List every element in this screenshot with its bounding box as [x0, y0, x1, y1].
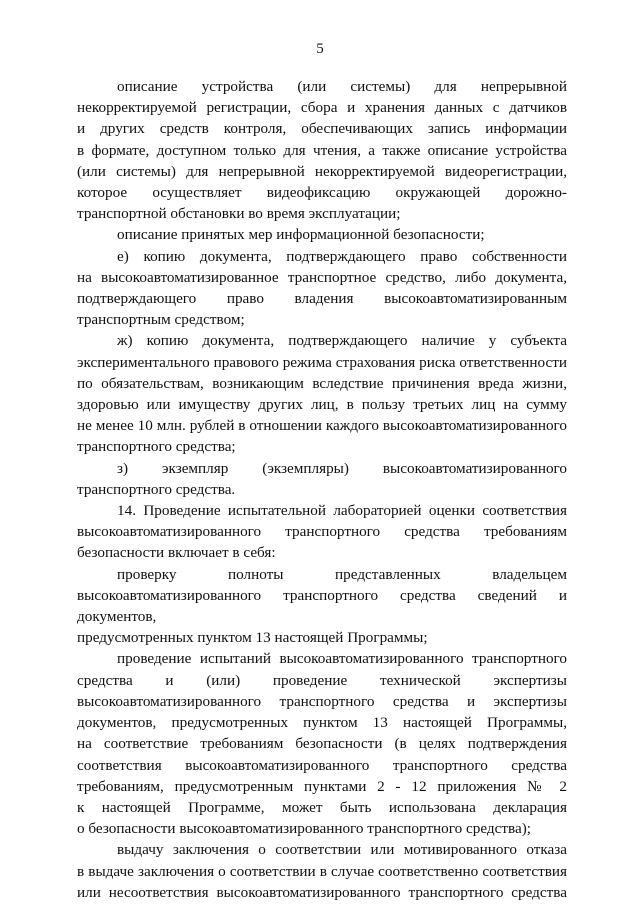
text-line: транспортным средством; [77, 311, 245, 329]
text-line: высокоавтоматизированного транспортного средства сведений и документов, [77, 586, 567, 626]
text-line: не менее 10 млн. рублей в отношении каждого высокоавтоматизированного [77, 417, 567, 435]
text-line: в выдаче заключения о соответствии в случае соответственно соответствия [77, 862, 567, 880]
text-line: некорректируемой регистрации, сбора и хранения данных с датчиков [77, 99, 567, 117]
text-line: в формате, доступном только для чтения, а также описание устройства [77, 141, 567, 159]
text-line: средства и (или) проведение технической экспертизы [77, 671, 567, 689]
text-line: проведение испытаний высокоавтоматизированного транспортного [117, 650, 567, 668]
text-line: документов, предусмотренных пунктом 13 настоящей Программы, [77, 714, 567, 732]
text-line: экспериментального правового режима страхования риска ответственности [77, 353, 567, 371]
text-line: требованиям, предусмотренным пунктами 2 - 12 приложения № 2 [77, 777, 567, 795]
text-line: о безопасности высокоавтоматизированного транспортного средства); [77, 820, 531, 838]
text-line: предусмотренных пунктом 13 настоящей Программы; [77, 629, 428, 647]
paragraph [77, 76, 567, 224]
text-line: з) экземпляр (экземпляры) высокоавтоматизированного [117, 459, 567, 477]
text-line: которое осуществляет видеофиксацию окружающей дорожно- [77, 184, 567, 202]
text-line: 14. Проведение испытательной лабораторией оценки соответствия [117, 502, 567, 520]
text-line: транспортной обстановки во время эксплуатации; [77, 205, 401, 223]
text-line: безопасности включает в себя: [77, 544, 276, 562]
text-line: описание устройства (или системы) для непрерывной [117, 78, 567, 95]
paragraph [77, 330, 567, 457]
text-line: соответствия высокоавтоматизированного транспортного средства [77, 756, 567, 774]
paragraph [77, 500, 567, 564]
page-number: 5 [316, 41, 324, 57]
text-line: транспортного средства; [77, 438, 236, 456]
document-body [77, 76, 567, 903]
paragraph [77, 648, 567, 839]
paragraph [77, 458, 567, 500]
text-line: описание принятых мер информационной безопасности; [117, 226, 485, 244]
text-line: ж) копию документа, подтверждающего наличие у субъекта [117, 332, 567, 350]
text-line: по обязательствам, возникающим вследствие причинения вреда жизни, [77, 374, 567, 392]
paragraph [77, 564, 567, 649]
text-line: здоровью или имуществу других лиц, в пользу третьих лиц на сумму [77, 396, 567, 414]
paragraph [77, 224, 567, 245]
text-line: на высокоавтоматизированное транспортное средство, либо документа, [77, 268, 567, 286]
paragraph [77, 246, 567, 331]
text-line: к настоящей Программе, может быть использована декларация [77, 798, 567, 816]
text-line: транспортного средства. [77, 480, 236, 498]
text-line: высокоавтоматизированного транспортного средства и экспертизы [77, 692, 567, 710]
text-line: или несоответствия высокоавтоматизированного транспортного средства [77, 883, 567, 901]
text-line: подтверждающего право владения высокоавтоматизированным [77, 290, 567, 308]
text-line: на соответствие требованиям безопасности (в целях подтверждения [77, 735, 567, 753]
text-line: высокоавтоматизированного транспортного средства требованиям [77, 523, 567, 541]
text-line: проверку полноты представленных владельцем [117, 565, 567, 583]
paragraph [77, 839, 567, 903]
text-line: выдачу заключения о соответствии или мотивированного отказа [117, 841, 567, 859]
text-line: и других средств контроля, обеспечивающих запись информации [77, 120, 567, 138]
text-line: (или системы) для непрерывной некорректируемой видеорегистрации, [77, 162, 567, 180]
text-line: е) копию документа, подтверждающего право собственности [117, 247, 567, 265]
